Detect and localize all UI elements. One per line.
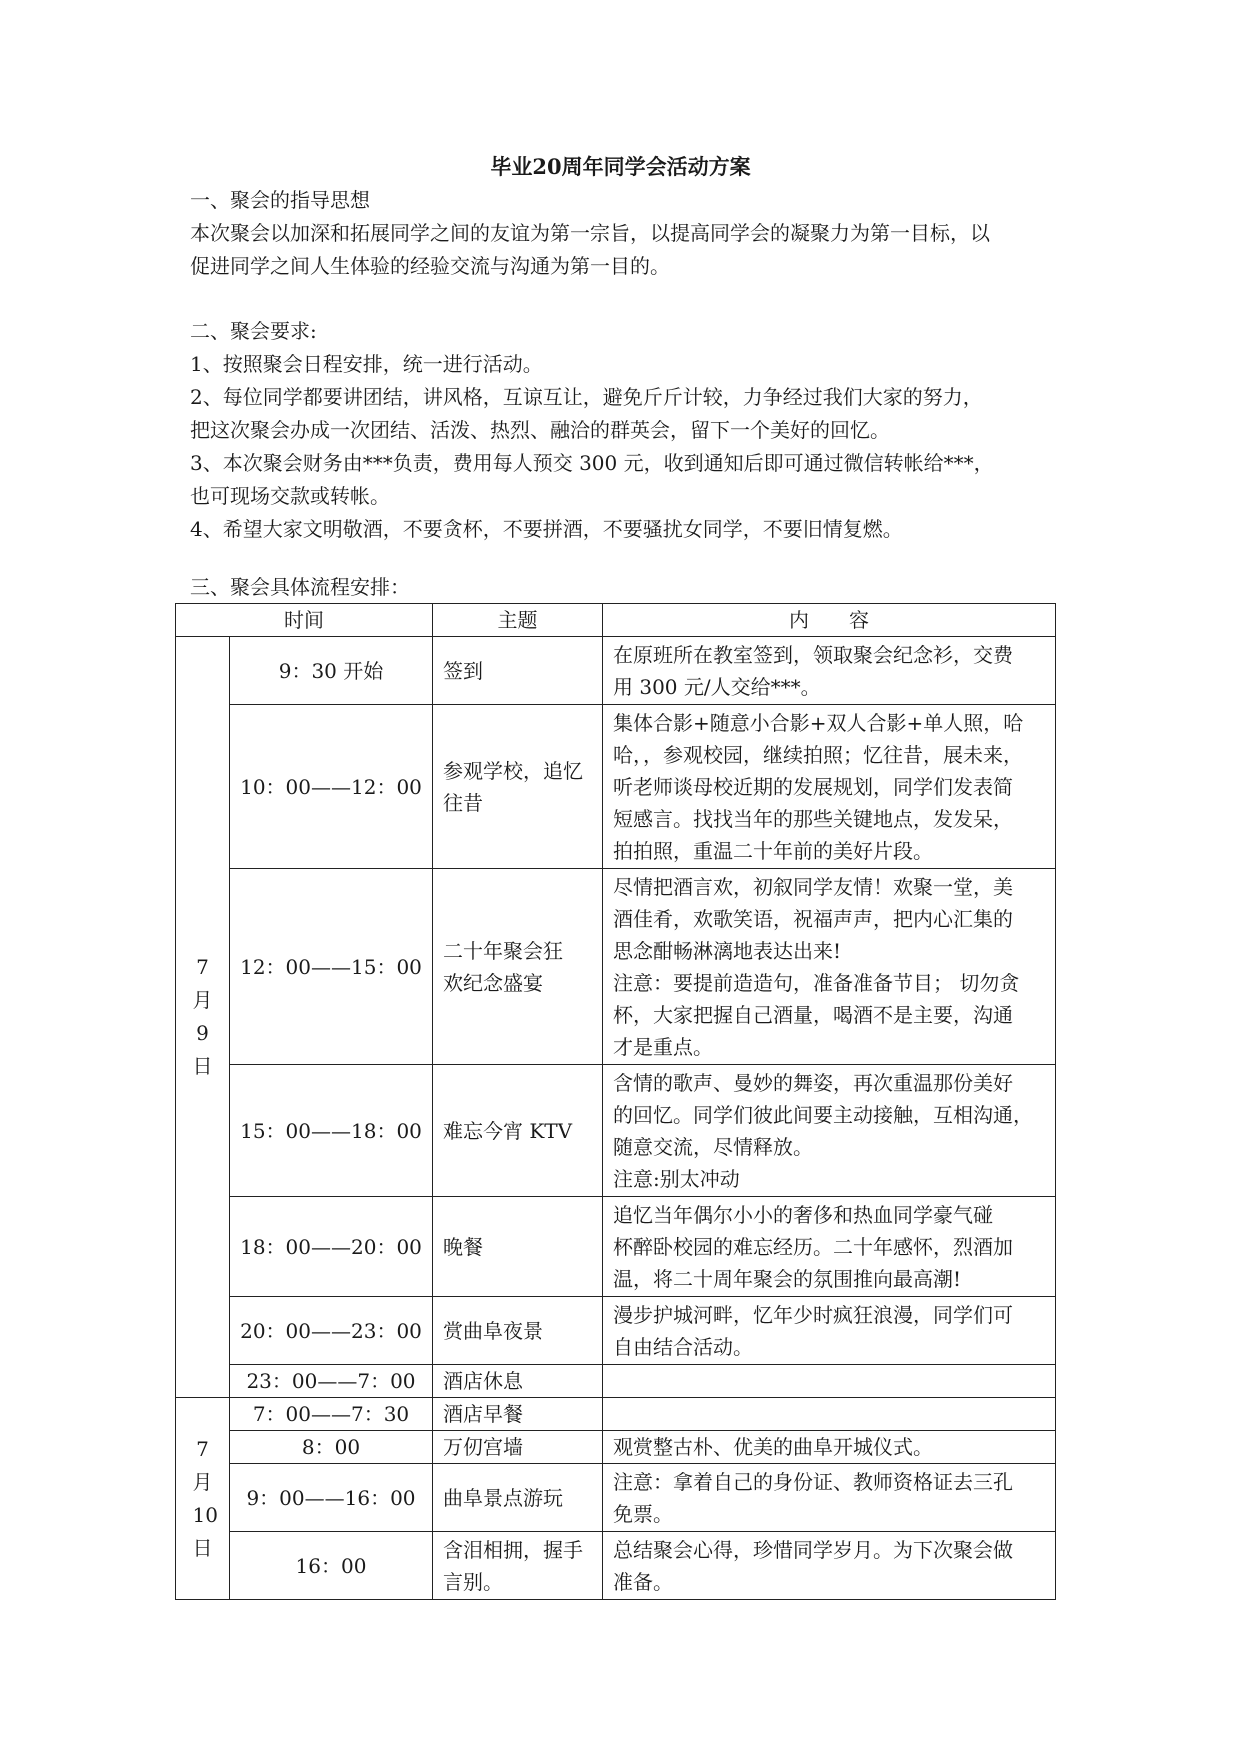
date-char: 月 (192, 1469, 213, 1494)
theme-line: 往昔 (443, 790, 483, 815)
content-line: 含情的歌声、曼妙的舞姿，再次重温那份美好 (613, 1070, 1013, 1095)
theme-cell (433, 1464, 603, 1532)
content-line: 漫步护城河畔，忆年少时疯狂浪漫，同学们可 (613, 1302, 1013, 1327)
content-line: 准备。 (613, 1569, 673, 1594)
theme-cell (433, 1197, 603, 1297)
requirement-3-cont: 也可现场交款或转帐。 (190, 484, 390, 508)
requirement-3: 3、本次聚会财务由***负责，费用每人预交 300 元，收到通知后即可通过微信转帐给***， (190, 451, 994, 475)
theme-line: 万仞宫墙 (443, 1435, 523, 1459)
content-line: 观赏整古朴、优美的曲阜开城仪式。 (613, 1435, 933, 1459)
content-line: 温，将二十周年聚会的氛围推向最高潮! (613, 1266, 962, 1291)
time-cell: 12：00——15：00 (230, 869, 433, 1065)
theme-line: 参观学校，追忆 (443, 758, 583, 783)
content-line: 的回忆。同学们彼此间要主动接触，互相沟通， (613, 1102, 1033, 1127)
time-cell: 9：00——16：00 (230, 1464, 433, 1532)
requirement-1: 1、按照聚会日程安排，统一进行活动。 (190, 352, 543, 376)
theme-line: 签到 (443, 658, 483, 683)
content-cell (603, 869, 1056, 1065)
content-line: 注意：拿着自己的身份证、教师资格证去三孔 (613, 1469, 1013, 1494)
table-row (176, 1297, 1056, 1365)
theme-cell (433, 1398, 603, 1431)
theme-cell (433, 1365, 603, 1398)
schedule-table (175, 603, 1056, 1600)
theme-line: 难忘今宵 KTV (443, 1118, 573, 1143)
requirement-2: 2、每位同学都要讲团结，讲风格，互谅互让，避免斤斤计较，力争经过我们大家的努力， (190, 385, 983, 409)
content-line: 随意交流，尽情释放。 (613, 1134, 813, 1159)
content-line: 注意:别太冲动 (613, 1166, 740, 1191)
document-title: 毕业20周年同学会活动方案 (490, 154, 751, 179)
theme-cell (433, 869, 603, 1065)
theme-line: 酒店早餐 (443, 1402, 523, 1426)
content-line: 自由结合活动。 (613, 1334, 753, 1359)
section-heading-3: 三、聚会具体流程安排： (190, 575, 410, 599)
date-char: 7 (196, 1436, 209, 1461)
theme-line: 欢纪念盛宴 (443, 970, 543, 995)
theme-cell (433, 1532, 603, 1600)
table-header-row (176, 604, 1056, 637)
table-row (176, 705, 1056, 869)
theme-cell (433, 1431, 603, 1464)
content-line: 短感言。找找当年的那些关键地点，发发呆， (613, 806, 1013, 831)
theme-line: 含泪相拥，握手 (443, 1537, 583, 1562)
content-cell (603, 705, 1056, 869)
content-line: 哈，，参观校园，继续拍照；忆往昔，展未来， (613, 742, 1023, 767)
time-cell: 20：00——23：00 (230, 1297, 433, 1365)
time-cell: 10：00——12：00 (230, 705, 433, 869)
time-cell: 7：00——7：30 (230, 1398, 433, 1431)
time-cell: 18：00——20：00 (230, 1197, 433, 1297)
theme-line: 二十年聚会狂 (443, 938, 563, 963)
header-time: 时间 (176, 604, 433, 637)
content-line (613, 1398, 1045, 1430)
header-theme: 主题 (433, 604, 603, 637)
date-char: 10 (192, 1502, 218, 1527)
theme-cell (433, 705, 603, 869)
table-row (176, 1365, 1056, 1398)
time-cell: 15：00——18：00 (230, 1065, 433, 1197)
content-cell (603, 1365, 1056, 1398)
content-line: 用 300 元/人交给***。 (613, 674, 821, 699)
time-cell: 9：30 开始 (230, 637, 433, 705)
theme-line: 赏曲阜夜景 (443, 1318, 543, 1343)
requirement-4: 4、希望大家文明敬酒，不要贪杯，不要拼酒，不要骚扰女同学，不要旧情复燃。 (190, 517, 903, 541)
theme-cell (433, 637, 603, 705)
content-line: 杯，大家把握自己酒量，喝酒不是主要，沟通 (613, 1002, 1013, 1027)
content-cell (603, 1065, 1056, 1197)
table-row (176, 1065, 1056, 1197)
date-cell (176, 1398, 230, 1600)
theme-line: 曲阜景点游玩 (443, 1485, 563, 1510)
table-row (176, 637, 1056, 705)
paragraph-line: 本次聚会以加深和拓展同学之间的友谊为第一宗旨，以提高同学会的凝聚力为第一目标，以 (190, 221, 990, 245)
table-row (176, 1197, 1056, 1297)
date-char: 9 (196, 1021, 209, 1045)
theme-cell (433, 1065, 603, 1197)
content-line: 追忆当年偶尔小小的奢侈和热血同学豪气碰 (613, 1202, 993, 1227)
theme-cell (433, 1297, 603, 1365)
table-row (176, 1398, 1056, 1431)
header-content: 内 容 (603, 604, 1056, 637)
content-line: 集体合影+随意小合影+双人合影+单人照，哈 (613, 710, 1024, 735)
table-row (176, 869, 1056, 1065)
content-cell (603, 1398, 1056, 1431)
theme-line: 晚餐 (443, 1234, 483, 1259)
content-cell (603, 637, 1056, 705)
content-line: 拍拍照，重温二十年前的美好片段。 (613, 838, 933, 863)
paragraph-line: 促进同学之间人生体验的经验交流与沟通为第一目的。 (190, 254, 670, 278)
content-cell (603, 1532, 1056, 1600)
theme-line: 言别。 (443, 1569, 503, 1594)
table-row (176, 1431, 1056, 1464)
date-char: 月 (192, 988, 213, 1012)
time-cell: 16：00 (230, 1532, 433, 1600)
content-cell (603, 1197, 1056, 1297)
date-cell (176, 637, 230, 1398)
time-cell: 8：00 (230, 1431, 433, 1464)
table-row (176, 1464, 1056, 1532)
date-char: 7 (196, 955, 209, 979)
content-cell (603, 1431, 1056, 1464)
section-heading-1: 一、聚会的指导思想 (190, 188, 370, 212)
content-line: 酒佳肴，欢歌笑语，祝福声声，把内心汇集的 (613, 906, 1013, 931)
time-cell: 23：00——7：00 (230, 1365, 433, 1398)
content-line: 才是重点。 (613, 1034, 713, 1059)
content-cell (603, 1464, 1056, 1532)
requirement-2-cont: 把这次聚会办成一次团结、活泼、热烈、融洽的群英会，留下一个美好的回忆。 (190, 418, 890, 442)
section-heading-2: 二、聚会要求: (190, 319, 317, 343)
content-line: 免票。 (613, 1501, 673, 1526)
content-cell (603, 1297, 1056, 1365)
table-row (176, 1532, 1056, 1600)
content-line: 杯醉卧校园的难忘经历。二十年感怀，烈酒加 (613, 1234, 1013, 1259)
content-line: 在原班所在教室签到，领取聚会纪念衫，交费 (613, 642, 1013, 667)
content-line: 听老师谈母校近期的发展规划，同学们发表简 (613, 774, 1013, 799)
content-line: 思念酣畅淋漓地表达出来! (613, 938, 842, 963)
content-line: 注意：要提前造造句，准备准备节目； 切勿贪 (613, 970, 1020, 995)
content-line (613, 1365, 1045, 1397)
content-line: 总结聚会心得，珍惜同学岁月。为下次聚会做 (613, 1537, 1013, 1562)
date-char: 日 (192, 1535, 213, 1560)
content-line: 尽情把酒言欢，初叙同学友情！欢聚一堂，美 (613, 874, 1013, 899)
theme-line: 酒店休息 (443, 1369, 523, 1393)
date-char: 日 (192, 1054, 213, 1078)
